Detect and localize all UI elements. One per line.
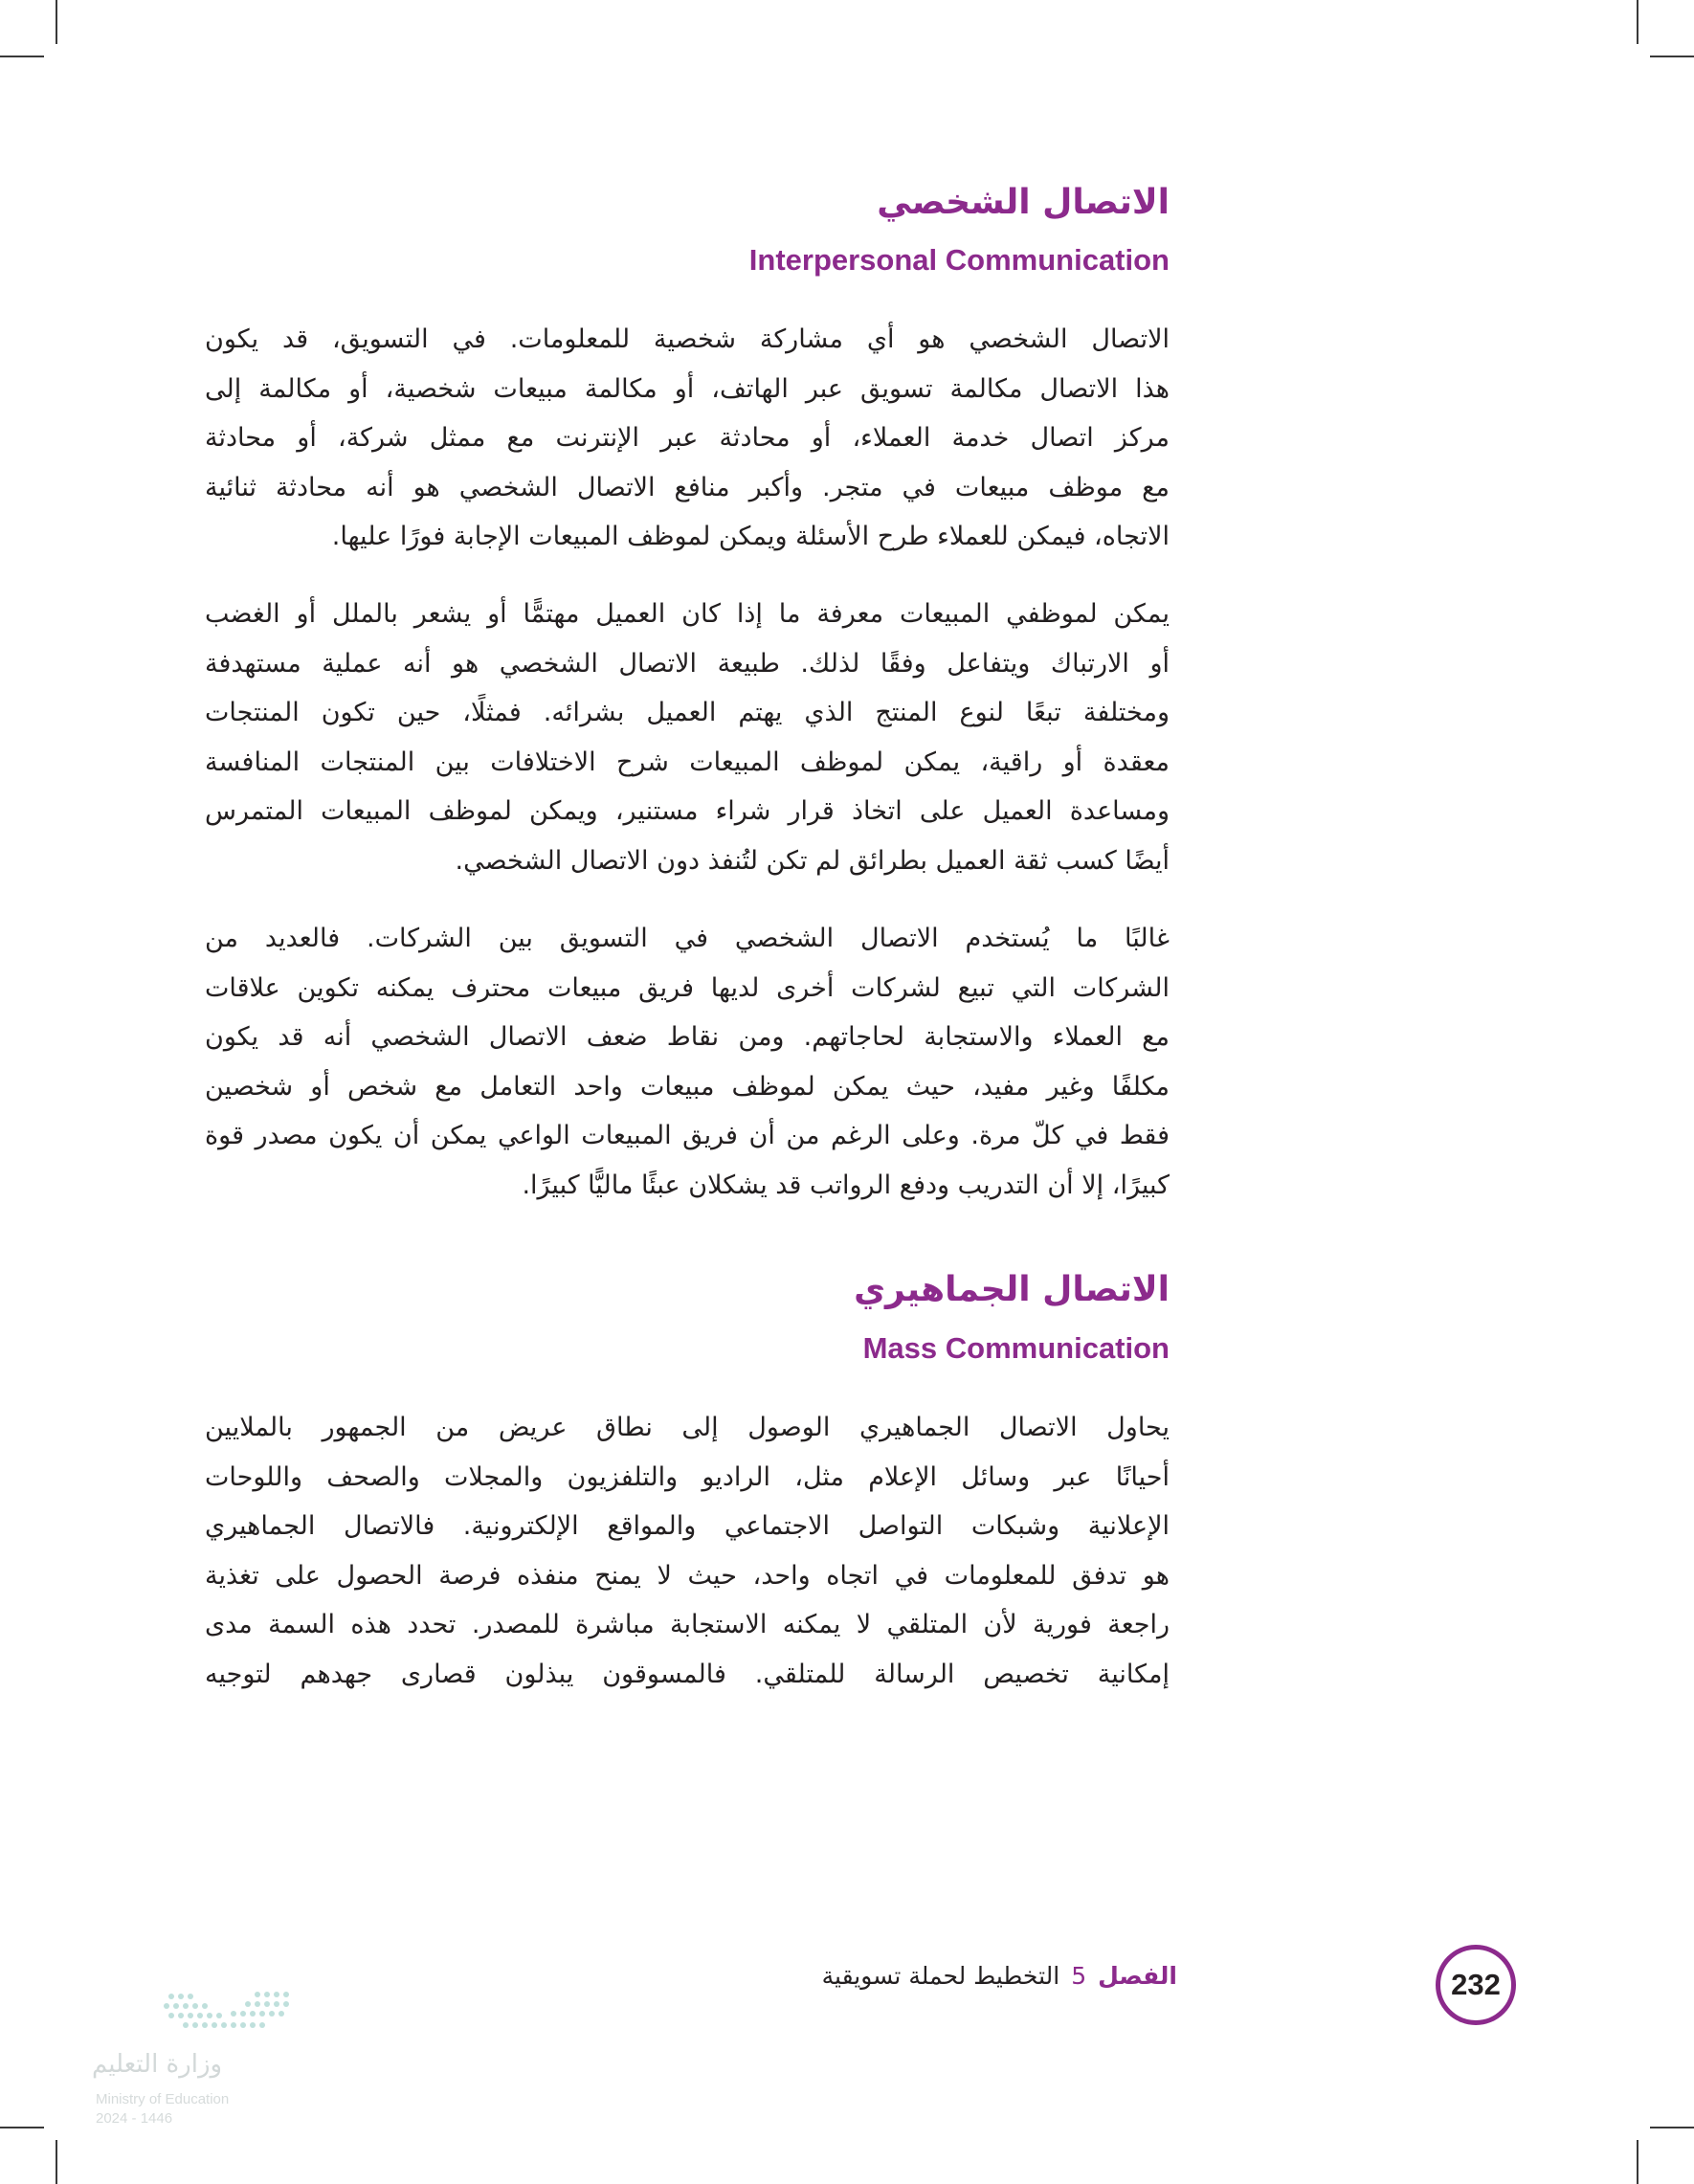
ministry-name-arabic: وزارة التعليم bbox=[92, 2050, 223, 2079]
chapter-title: التخطيط لحملة تسويقية bbox=[821, 1962, 1060, 1990]
crop-mark bbox=[1637, 0, 1638, 44]
paragraph-line: أيضًا كسب ثقة العميل بطرائق لم تكن لتُنفذ دون الاتصال الشخصي. bbox=[455, 845, 1170, 876]
paragraph-line: أو الارتباك ويتفاعل وفقًا لذلك. طبيعة الاتصال الشخصي هو أنه عملية مستهدفة bbox=[205, 648, 1170, 679]
paragraph-line: غالبًا ما يُستخدم الاتصال الشخصي في التسويق بين الشركات. فالعديد من bbox=[205, 924, 1170, 953]
paragraph-line: معقدة أو راقية، يمكن لموظف المبيعات شرح الاختلافات بين المنتجات المنافسة bbox=[205, 747, 1170, 777]
page-number: 232 bbox=[1451, 1968, 1501, 2001]
crop-mark bbox=[56, 2140, 57, 2184]
paragraph bbox=[205, 315, 1170, 562]
paragraph-line: الاتجاه، فيمكن للعملاء طرح الأسئلة ويمكن لموظف المبيعات الإجابة فورًا عليها. bbox=[331, 522, 1170, 552]
paragraph-line: ومساعدة العميل على اتخاذ قرار شراء مستنير، ويمكن لموظف المبيعات المتمرس bbox=[205, 796, 1170, 827]
paragraph-line: يمكن لموظفي المبيعات معرفة ما إذا كان العميل مهتمًّا أو يشعر بالملل أو الغضب bbox=[205, 599, 1170, 629]
crop-mark bbox=[0, 2127, 44, 2128]
ministry-year: 2024 - 1446 bbox=[96, 2110, 173, 2127]
paragraph-line: أحيانًا عبر وسائل الإعلام مثل، الراديو والتلفزيون والمجلات والصحف واللوحات bbox=[205, 1461, 1170, 1492]
paragraph-line: مع موظف مبيعات في متجر. وأكبر منافع الاتصال الشخصي هو أنه محادثة ثنائية bbox=[205, 472, 1170, 502]
paragraph-line: يحاول الاتصال الجماهيري الوصول إلى نطاق عريض من الجمهور بالملايين bbox=[205, 1413, 1170, 1442]
chapter-label: الفصل bbox=[1098, 1962, 1177, 1990]
chapter-footer bbox=[822, 1962, 1177, 1990]
paragraph-line: مع العملاء والاستجابة لحاجاتهم. ومن نقاط ضعف الاتصال الشخصي أنه قد يكون bbox=[205, 1022, 1170, 1053]
paragraph-line: فقط في كلّ مرة. وعلى الرغم من أن فريق المبيعات الواعي يمكن أن يكون مصدر قوة bbox=[205, 1121, 1170, 1151]
crop-mark bbox=[56, 0, 57, 44]
paragraph-line: الإعلانية وشبكات التواصل الاجتماعي والمواقع الإلكترونية. فالاتصال الجماهيري bbox=[205, 1511, 1170, 1542]
section-title-arabic: الاتصال الجماهيري bbox=[854, 1270, 1170, 1309]
paragraph-line: مكلفًا وغير مفيد، حيث يمكن لموظف مبيعات واحد التعامل مع شخص أو شخصين bbox=[205, 1071, 1170, 1102]
paragraph bbox=[205, 590, 1170, 886]
crop-mark bbox=[1650, 2127, 1694, 2128]
paragraph-line: ومختلفة تبعًا لنوع المنتج الذي يهتم العميل بشرائه. فمثلًا، حين تكون المنتجات bbox=[205, 698, 1170, 728]
ministry-name-english bbox=[96, 2090, 229, 2128]
paragraph bbox=[205, 914, 1170, 1211]
crop-mark bbox=[0, 56, 44, 57]
paragraph-line: الاتصال الشخصي هو أي مشاركة شخصية للمعلومات. في التسويق، قد يكون bbox=[205, 324, 1170, 354]
paragraph-line: راجعة فورية لأن المتلقي لا يمكنه الاستجابة مباشرة للمصدر. تحدد هذه السمة مدى bbox=[205, 1610, 1170, 1640]
section-title-arabic: الاتصال الشخصي bbox=[877, 183, 1170, 222]
paragraph-line: هذا الاتصال مكالمة تسويق عبر الهاتف، أو مكالمة مبيعات شخصية، أو مكالمة إلى bbox=[205, 373, 1170, 404]
page-number-badge bbox=[1436, 1945, 1516, 2025]
crop-mark bbox=[1637, 2140, 1638, 2184]
paragraph-line: إمكانية تخصيص الرسالة للمتلقي. فالمسوقون يبذلون قصارى جهدهم لتوجيه bbox=[205, 1659, 1170, 1689]
paragraph-line: مركز اتصال خدمة العملاء، أو محادثة عبر الإنترنت مع ممثل شركة، أو محادثة bbox=[205, 423, 1170, 454]
paragraph-line: كبيرًا، إلا أن التدريب ودفع الرواتب قد يشكلان عبئًا ماليًّا كبيرًا. bbox=[522, 1170, 1170, 1200]
paragraph-line: هو تدفق للمعلومات في اتجاه واحد، حيث لا يمنح منفذه فرصة الحصول على تغذية bbox=[205, 1560, 1170, 1591]
crop-mark bbox=[1650, 56, 1694, 57]
section-title-english: Interpersonal Communication bbox=[748, 243, 1170, 277]
ministry-name-english-text: Ministry of Education bbox=[96, 2091, 230, 2107]
section-title-english: Mass Communication bbox=[862, 1331, 1170, 1365]
chapter-number: 5 bbox=[1071, 1962, 1087, 1990]
paragraph bbox=[205, 1403, 1170, 1700]
paragraph-line: الشركات التي تبيع لشركات أخرى لديها فريق مبيعات محترف يمكنه تكوين علاقات bbox=[205, 972, 1170, 1003]
